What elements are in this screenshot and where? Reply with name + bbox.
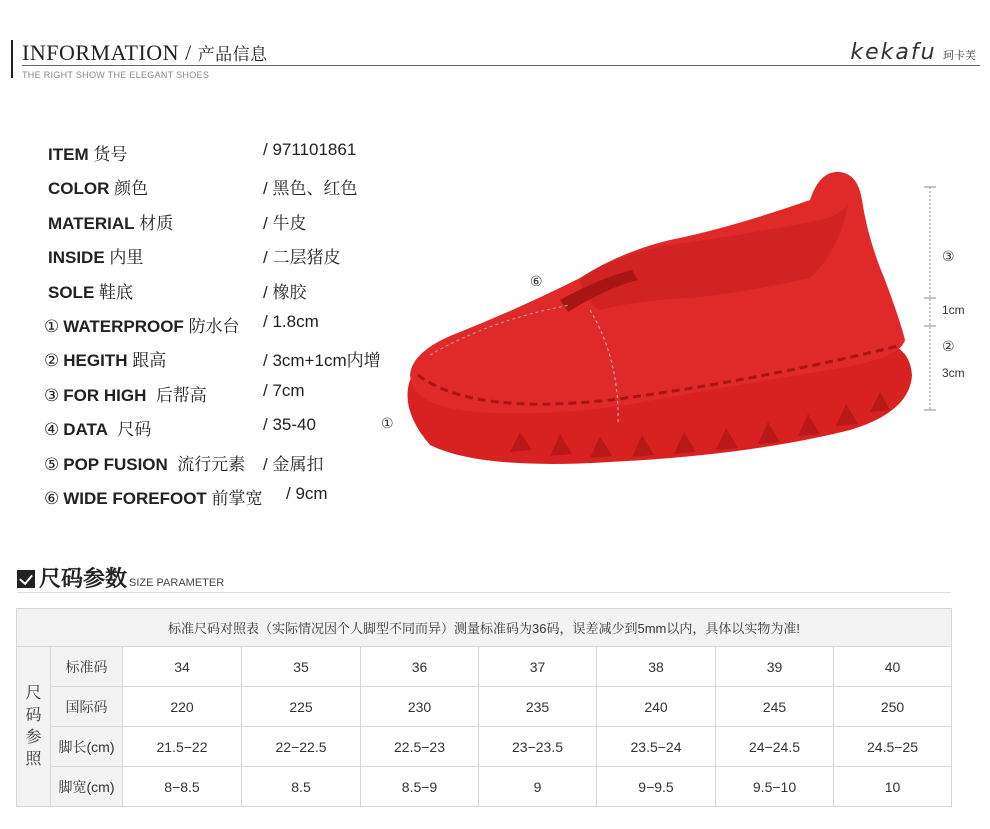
size-section-heading (17, 562, 224, 593)
info-value: / 7cm (263, 381, 305, 400)
page-title (22, 40, 268, 66)
info-value: / 35-40 (263, 415, 316, 434)
info-value: / 3cm+1cm内增 (263, 351, 381, 370)
info-value: / 牛皮 (263, 214, 307, 233)
info-key-cn: 货号 (93, 145, 128, 164)
table-cell: 39 (716, 647, 834, 687)
info-key-en: ITEM (48, 145, 89, 164)
table-cell: 9−9.5 (597, 767, 716, 807)
info-key-en: INSIDE (48, 248, 105, 267)
dim-1cm-label: 1cm (942, 303, 965, 317)
info-key-en: DATA (63, 420, 108, 439)
table-cell: 235 (479, 687, 597, 727)
brand-logo (850, 40, 976, 65)
info-row-color (44, 174, 424, 200)
info-key-cn: 流行元素 (177, 455, 246, 474)
info-key-en: WATERPROOF (63, 317, 184, 336)
title-en: INFORMATION (22, 40, 180, 65)
info-key-en: POP FUSION (63, 455, 168, 474)
checkbox-icon (17, 570, 35, 588)
marker-for-high: ③ (942, 248, 955, 264)
info-row-wide-forefoot: ⑥ WIDE FOREFOOT 前掌宽 / 9cm (44, 484, 328, 508)
info-row-pop-fusion: ⑤ POP FUSION 流行元素 / 金属扣 (44, 450, 424, 476)
info-value: / 橡胶 (263, 283, 307, 302)
table-cell: 23−23.5 (479, 727, 597, 767)
info-key-cn: 鞋底 (99, 283, 134, 302)
title-separator: / (185, 40, 192, 65)
table-cell: 9.5−10 (716, 767, 834, 807)
table-row (17, 647, 952, 687)
info-key-en: HEGITH (63, 351, 128, 370)
table-cell: 35 (242, 647, 361, 687)
info-row-for-high: ③ FOR HIGH 后帮高 / 7cm (44, 381, 305, 405)
table-cell: 21.5−22 (123, 727, 242, 767)
table-cell: 245 (716, 687, 834, 727)
size-divider (17, 592, 951, 593)
table-row (17, 767, 952, 807)
table-cell: 250 (834, 687, 952, 727)
table-cell: 38 (597, 647, 716, 687)
brand-logo-text: kekafu (850, 40, 937, 65)
info-key-en: COLOR (48, 179, 110, 198)
size-note: 标准尺码对照表（实际情况因个人脚型不同而异）测量标准码为36码，误差减少到5mm以内，具体以实物为准! (17, 609, 952, 647)
info-key-cn: 防水台 (188, 317, 240, 336)
table-cell: 220 (123, 687, 242, 727)
row-label: 脚宽(cm) (51, 767, 123, 807)
brand-name-cn: 珂卡芙 (943, 50, 976, 62)
info-key-cn: 材质 (139, 214, 174, 233)
info-key-en: FOR HIGH (63, 386, 147, 405)
table-cell: 34 (123, 647, 242, 687)
info-row-inside (44, 243, 424, 269)
table-row (17, 727, 952, 767)
info-row-waterproof: ① WATERPROOF 防水台 / 1.8cm (44, 312, 319, 336)
size-side-label: 尺 码 参 照 (17, 647, 51, 807)
info-row-height: ② HEGITH 跟高 / 3cm+1cm内增 (44, 346, 424, 372)
row-label: 标准码 (51, 647, 123, 687)
info-row-sole (44, 278, 424, 304)
info-value: / 971101861 (263, 140, 357, 159)
info-row-material (44, 209, 424, 235)
page-subtitle: THE RIGHT SHOW THE ELEGANT SHOES (22, 70, 210, 80)
size-heading-en: SIZE PARAMETER (129, 577, 225, 589)
table-cell: 22−22.5 (242, 727, 361, 767)
marker-heel-height: ② (942, 338, 955, 354)
info-value: / 金属扣 (263, 455, 324, 474)
table-cell: 37 (479, 647, 597, 687)
table-cell: 8−8.5 (123, 767, 242, 807)
info-value: / 9cm (286, 484, 328, 503)
product-image-area (370, 160, 970, 500)
table-cell: 24−24.5 (716, 727, 834, 767)
info-key-en: MATERIAL (48, 214, 135, 233)
header-accent-bar (11, 40, 13, 78)
table-cell: 9 (479, 767, 597, 807)
header (0, 0, 990, 90)
info-value: / 二层猪皮 (263, 248, 341, 267)
dim-3cm-label: 3cm (942, 366, 965, 380)
table-cell: 10 (834, 767, 952, 807)
table-cell: 8.5−9 (361, 767, 479, 807)
red-loafer-illustration (370, 160, 970, 500)
table-row (17, 687, 952, 727)
info-key-cn: 尺码 (117, 420, 152, 439)
info-key-en: SOLE (48, 283, 95, 302)
table-cell: 230 (361, 687, 479, 727)
info-value: / 1.8cm (263, 312, 319, 331)
info-key-cn: 前掌宽 (211, 489, 263, 508)
marker-wide-forefoot: ⑥ (530, 273, 543, 289)
info-value: / 黑色、红色 (263, 179, 358, 198)
info-key-en: WIDE FOREFOOT (63, 489, 207, 508)
row-label: 脚长(cm) (51, 727, 123, 767)
info-key-cn: 跟高 (132, 351, 167, 370)
info-row-item (44, 140, 424, 166)
info-key-cn: 颜色 (114, 179, 149, 198)
marker-waterproof: ① (381, 415, 394, 431)
info-key-cn: 内里 (109, 248, 144, 267)
table-cell: 240 (597, 687, 716, 727)
row-label: 国际码 (51, 687, 123, 727)
table-cell: 22.5−23 (361, 727, 479, 767)
info-key-cn: 后帮高 (155, 386, 207, 405)
table-cell: 225 (242, 687, 361, 727)
size-heading-cn: 尺码参数 (39, 566, 128, 591)
table-cell: 8.5 (242, 767, 361, 807)
size-table (16, 608, 952, 807)
title-cn: 产品信息 (197, 45, 268, 65)
header-divider (22, 65, 980, 66)
table-cell: 40 (834, 647, 952, 687)
table-cell: 24.5−25 (834, 727, 952, 767)
table-cell: 36 (361, 647, 479, 687)
info-row-data: ④ DATA 尺码 / 35-40 (44, 415, 316, 439)
table-cell: 23.5−24 (597, 727, 716, 767)
